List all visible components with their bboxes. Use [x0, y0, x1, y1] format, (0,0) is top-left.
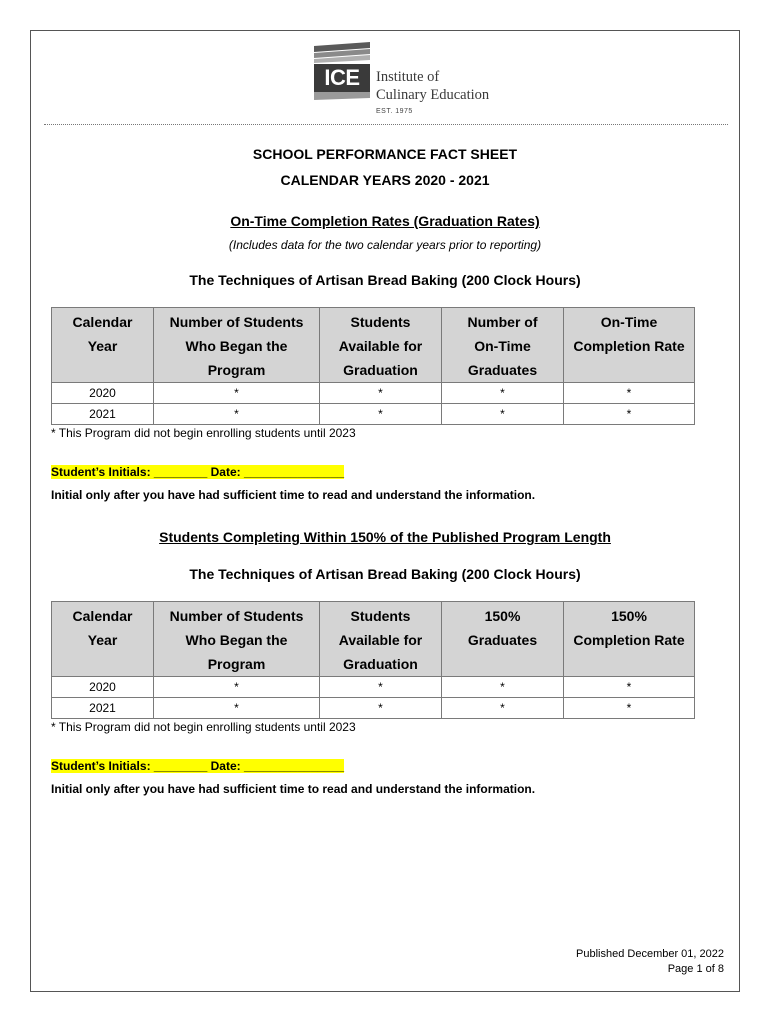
column-header-line: Graduation	[343, 656, 418, 672]
column-header-line: Completion Rate	[573, 632, 685, 648]
value-cell: *	[564, 404, 695, 425]
column-header-line: Completion Rate	[573, 338, 685, 354]
year-cell: 2020	[52, 383, 154, 404]
value-cell: *	[320, 677, 442, 698]
column-header-line: Students	[350, 608, 411, 624]
column-header	[564, 308, 695, 383]
column-header-line: Program	[207, 362, 266, 378]
column-header-line: Program	[207, 656, 266, 672]
section1-initial-instruction: Initial only after you have had sufficient time to read and understand the information.	[51, 488, 536, 502]
column-header-line: Year	[87, 632, 118, 648]
year-cell: 2021	[52, 698, 154, 719]
section2-heading: Students Completing Within 150% of the Published Program Length	[159, 529, 611, 545]
table-header-row	[52, 602, 695, 677]
section1-initials-field[interactable]: Student’s Initials: ________ Date: _______________	[51, 465, 345, 479]
column-header	[564, 602, 695, 677]
table-row	[52, 677, 695, 698]
value-cell: *	[442, 404, 564, 425]
year-cell: 2020	[52, 677, 154, 698]
logo-mark: ICE	[314, 64, 370, 92]
column-header-line: Graduation	[343, 362, 418, 378]
table-row	[52, 383, 695, 404]
published-date: Published December 01, 2022	[576, 948, 724, 960]
section2-initials-field[interactable]: Student’s Initials: ________ Date: _______________	[51, 759, 345, 773]
column-header	[154, 602, 320, 677]
column-header-line: Calendar	[72, 608, 133, 624]
column-header-line: On-Time	[474, 338, 531, 354]
column-header-line: 150%	[484, 608, 521, 624]
column-header-line: Number of	[467, 314, 538, 330]
table-header-row	[52, 308, 695, 383]
column-header-line: Available for	[338, 338, 423, 354]
section2-program-title: The Techniques of Artisan Bread Baking (200 Clock Hours)	[189, 566, 581, 582]
logo-line2: Culinary Education	[376, 87, 490, 103]
year-cell: 2021	[52, 404, 154, 425]
value-cell: *	[154, 383, 320, 404]
page-title: SCHOOL PERFORMANCE FACT SHEET	[252, 146, 518, 162]
column-header-line: Year	[87, 338, 118, 354]
publication-info	[576, 947, 724, 977]
value-cell: *	[320, 404, 442, 425]
column-header	[320, 602, 442, 677]
value-cell: *	[154, 677, 320, 698]
column-header-line: Calendar	[72, 314, 133, 330]
divider	[44, 124, 728, 125]
ice-logo	[314, 42, 514, 120]
value-cell: *	[320, 698, 442, 719]
column-header-line: Graduates	[467, 362, 538, 378]
column-header	[320, 308, 442, 383]
section1-heading: On-Time Completion Rates (Graduation Rates)	[230, 213, 540, 229]
section2-footnote: * This Program did not begin enrolling students until 2023	[51, 720, 356, 734]
completion-150-table	[51, 601, 695, 719]
column-header-line: 150%	[611, 608, 647, 624]
section1-footnote: * This Program did not begin enrolling students until 2023	[51, 426, 356, 440]
value-cell: *	[442, 677, 564, 698]
value-cell: *	[564, 383, 695, 404]
column-header-line: Students	[350, 314, 411, 330]
column-header-line: Number of Students	[169, 608, 304, 624]
column-header-line: Who Began the	[185, 338, 288, 354]
value-cell: *	[442, 383, 564, 404]
value-cell: *	[154, 698, 320, 719]
table-row	[52, 404, 695, 425]
logo-line1: Institute of	[376, 69, 440, 85]
section1-subnote: (Includes data for the two calendar years prior to reporting)	[228, 238, 542, 252]
column-header	[52, 308, 154, 383]
page-number: Page 1 of 8	[667, 963, 724, 975]
column-header	[442, 308, 564, 383]
column-header	[442, 602, 564, 677]
value-cell: *	[154, 404, 320, 425]
column-header-line: Number of Students	[169, 314, 304, 330]
value-cell: *	[320, 383, 442, 404]
column-header-line: Graduates	[467, 632, 538, 648]
value-cell: *	[564, 677, 695, 698]
value-cell: *	[564, 698, 695, 719]
page-subtitle: CALENDAR YEARS 2020 - 2021	[280, 172, 490, 188]
column-header-line: Available for	[338, 632, 423, 648]
logo-established: EST. 1975	[376, 108, 413, 115]
column-header	[52, 602, 154, 677]
column-header	[154, 308, 320, 383]
value-cell: *	[442, 698, 564, 719]
section1-program-title: The Techniques of Artisan Bread Baking (200 Clock Hours)	[189, 272, 581, 288]
table-row	[52, 698, 695, 719]
column-header-line: On-Time	[600, 314, 658, 330]
column-header-line: Who Began the	[185, 632, 288, 648]
section2-initial-instruction: Initial only after you have had sufficient time to read and understand the information.	[51, 782, 536, 796]
completion-rates-table	[51, 307, 695, 425]
